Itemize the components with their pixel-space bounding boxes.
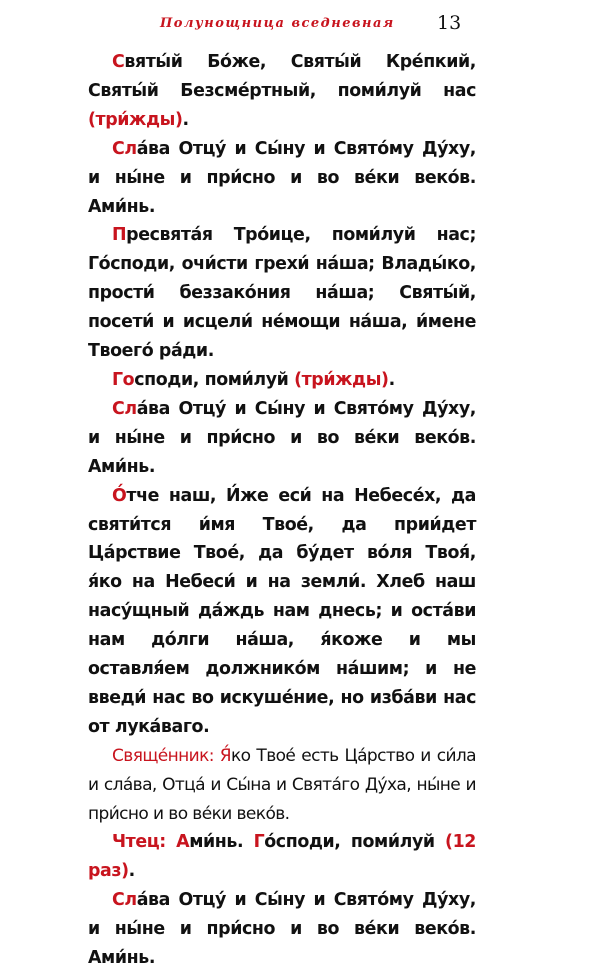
text-run: споди, поми́луй <box>134 369 295 390</box>
page-header <box>0 10 600 44</box>
text-run: . <box>128 861 135 882</box>
prayer-glory <box>88 886 476 973</box>
text-run: а́ва Отцу́ и Сы́ну и Свято́му Ду́ху, и ны́не и при́сно и во ве́ки веко́в. Ами́нь. <box>88 890 476 969</box>
prayer-holy-trinity <box>88 221 476 366</box>
prayer-our-father <box>88 482 476 742</box>
drop-initial: С <box>112 52 125 72</box>
rubric: (12 раз) <box>88 832 476 882</box>
prayer-glory <box>88 395 476 482</box>
text-run: а́ва Отцу́ и Сы́ну и Свято́му Ду́ху, и ны́не и при́сно и во ве́ки веко́в. Ами́нь. <box>88 138 476 217</box>
text-run: ко Твое́ есть Ца́рство и си́ла и сла́ва, Отца́ и Сы́на и Свята́го Ду́ха, ны́не и при́сно и во ве́ки веко́в. <box>88 745 476 824</box>
text-run: . <box>388 369 395 390</box>
reader-response <box>88 828 476 886</box>
text-run: о́споди, поми́луй <box>264 832 446 853</box>
prayer-text <box>88 48 476 973</box>
text-run: ми́нь. <box>189 832 254 853</box>
text-run: а́ва Отцу́ и Сы́ну и Свято́му Ду́ху, и ны́не и при́сно и во ве́ки веко́в. Ами́нь. <box>88 398 476 477</box>
page-number: 13 <box>437 12 462 34</box>
rubric: (три́жды) <box>294 369 389 390</box>
text-run: тче наш, И́же еси́ на Небесе́х, да святи́тся и́мя Твое́, да прии́дет Ца́рствие Твое́, да бу́дет во́ля Твоя́, я́ко на Небеси́ и на земли́. Хлеб наш насу́щный да́ждь нам днесь; и оста́ви нам до́лги на́ша, я́коже и мы оставля́ем должнико́м на́шим; и не введи́ нас во искуше́ние, но изба́ви нас от лука́ваго. <box>88 485 476 737</box>
drop-initial: Сл <box>112 398 137 419</box>
drop-initial: Г <box>253 832 265 853</box>
drop-initial: Сл <box>112 890 137 911</box>
prayer-trisagion <box>88 48 476 135</box>
drop-initial: Сл <box>112 138 137 159</box>
drop-initial: Го <box>112 369 135 390</box>
priest-exclamation <box>88 742 476 829</box>
text-run: . <box>182 109 189 130</box>
rubric: (три́жды) <box>88 109 183 130</box>
drop-initial: О́ <box>112 485 127 506</box>
running-title: Полунощница вседневная <box>160 16 395 31</box>
text-run: ресвята́я Тро́ице, поми́луй нас; Го́споди, очи́сти грехи́ на́ша; Влады́ко, прости́ беззако́ния на́ша; Святы́й, посети́ и исцели́ не́мощи на́ша, и́мене Твоего́ ра́ди. <box>88 225 476 362</box>
drop-initial: П <box>112 225 127 246</box>
speaker-rubric: Свяще́нник: Я́ <box>112 745 232 766</box>
prayer-lord-have-mercy <box>88 366 476 395</box>
prayer-glory <box>88 135 476 222</box>
speaker-rubric: Чтец: А <box>112 832 190 853</box>
text-run: вяты́й Бо́же, Святы́й Кре́пкий, Святы́й Безсме́ртный, поми́луй нас <box>88 52 476 101</box>
